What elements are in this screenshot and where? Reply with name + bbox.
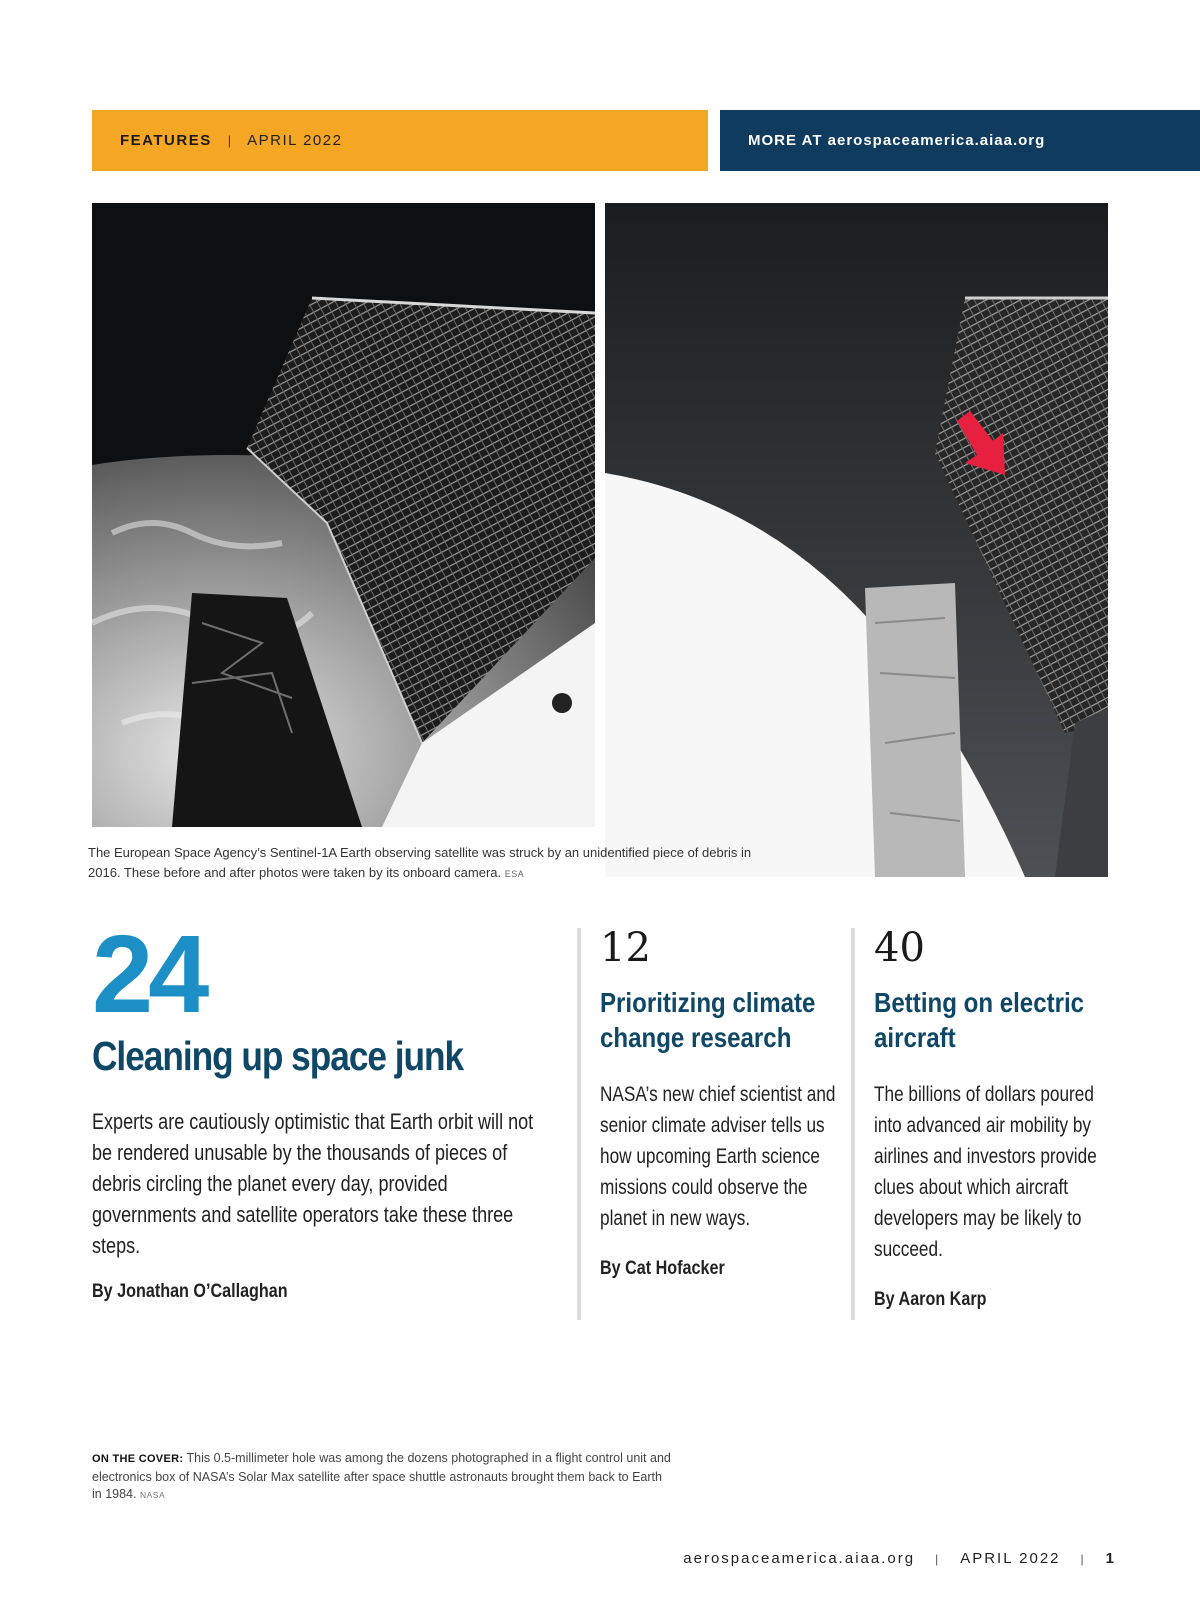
satellite-before-image <box>92 203 595 827</box>
feature-title[interactable]: Betting on electric aircraft <box>874 987 1085 1053</box>
feature-main-page-number[interactable]: 24 <box>92 913 205 1036</box>
satellite-after-image <box>605 203 1108 877</box>
footer-page-number: 1 <box>1105 1550 1114 1567</box>
website-link[interactable]: MORE AT aerospaceamerica.aiaa.org <box>748 132 1046 149</box>
caption-credit: ESA <box>504 869 525 879</box>
footer-separator: | <box>1080 1551 1086 1566</box>
section-label: FEATURES <box>120 132 212 149</box>
feature-main-description: Experts are cautiously optimistic that Earth orbit will not be rendered unusable by the thousands of pieces of debris circling the planet every day, provided governments and satellite operators take these three steps. <box>92 1109 534 1258</box>
website-link-bar[interactable] <box>720 110 1200 171</box>
feature-page-number[interactable]: 12 <box>600 925 651 971</box>
feature-description: NASA’s new chief scientist and senior climate adviser tells us how upcoming Earth science missions could observe the planet in new ways. <box>600 1082 836 1230</box>
feature-main-byline: By Jonathan O’Callaghan <box>92 1281 288 1302</box>
feature-item-climate[interactable] <box>600 925 860 1280</box>
feature-item-electric-aircraft[interactable] <box>874 925 1134 1311</box>
footer-site[interactable]: aerospaceamerica.aiaa.org <box>683 1550 916 1567</box>
feature-main-title[interactable]: Cleaning up space junk <box>92 1033 464 1079</box>
photo-before-strike <box>92 203 595 827</box>
caption-text: The European Space Agency’s Sentinel-1A Earth observing satellite was struck by an unidentified piece of debris in 2016. These before and after photos were taken by its onboard camera. <box>88 845 752 880</box>
section-header-bar <box>92 110 708 171</box>
header-separator: | <box>227 133 232 148</box>
feature-main[interactable] <box>92 913 562 1303</box>
footer-separator: | <box>935 1551 941 1566</box>
feature-description: The billions of dollars poured into advanced air mobility by airlines and investors provide clues about which aircraft developers may be likely to succeed. <box>874 1082 1097 1261</box>
cover-note-text: This 0.5-millimeter hole was among the dozens photographed in a flight control unit and electronics box of NASA’s Solar Max satellite after space shuttle astronauts brought them back to Earth in 1984. <box>92 1451 671 1501</box>
issue-date: APRIL 2022 <box>247 132 343 149</box>
feature-title[interactable]: Prioritizing climate change research <box>600 987 816 1053</box>
feature-byline: By Aaron Karp <box>874 1289 987 1310</box>
photo-caption <box>88 843 768 884</box>
footer-date: APRIL 2022 <box>960 1550 1061 1567</box>
cover-note <box>92 1450 672 1505</box>
page-footer <box>683 1550 1114 1567</box>
feature-byline: By Cat Hofacker <box>600 1258 725 1279</box>
column-divider <box>577 928 581 1320</box>
cover-note-label: ON THE COVER: <box>92 1453 184 1465</box>
feature-page-number[interactable]: 40 <box>874 925 925 971</box>
photo-after-strike <box>605 203 1108 877</box>
cover-note-credit: NASA <box>139 1490 166 1500</box>
